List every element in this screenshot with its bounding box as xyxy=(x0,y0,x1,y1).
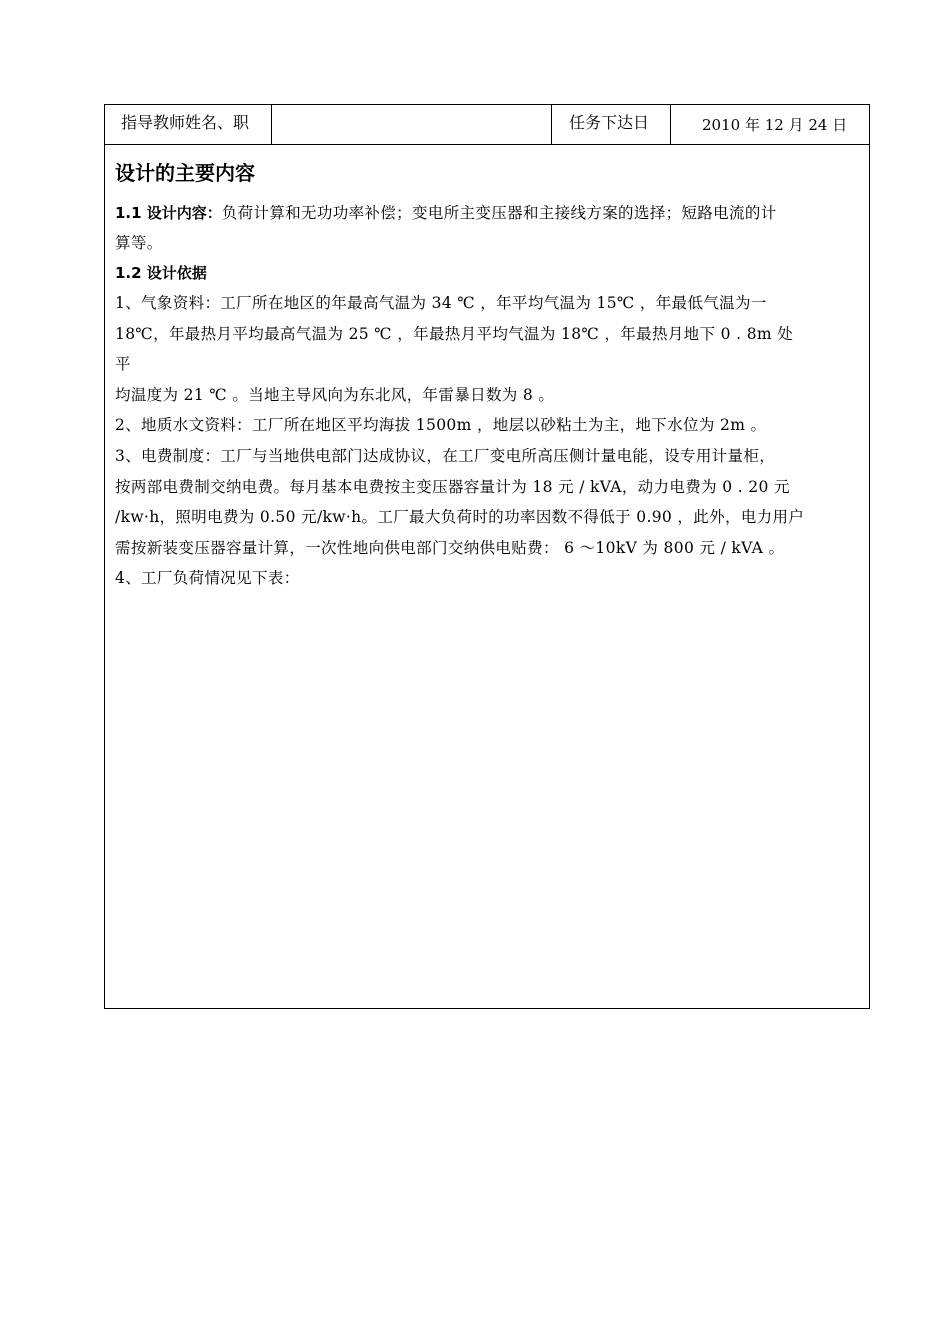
design-content-text-1: 负荷计算和无功功率补偿；变电所主变压器和主接线方案的选择；短路电流的计 xyxy=(221,204,777,222)
task-date-label: 任务下达日 xyxy=(552,105,671,144)
body-line-2: 18℃，年最热月平均最高气温为 25 ℃ ，年最热月平均气温为 18℃ ，年最热月地下 0 . 8m 处 xyxy=(115,325,794,343)
design-basis-heading: 1.2 设计依据 xyxy=(115,264,207,282)
design-content-line-1 xyxy=(115,203,777,223)
body-line-9: 需按新装变压器容量计算，一次性地向供电部门交纳供电贴费： 6 ～10kV 为 800 元 / kVA 。 xyxy=(115,539,785,557)
body-line-1: 1、气象资料：工厂所在地区的年最高气温为 34 ℃ ，年平均气温为 15℃ ，年最低气温为一 xyxy=(115,294,767,312)
task-sheet xyxy=(104,104,870,1009)
task-date-value: 2010 年 12 月 24 日 xyxy=(702,116,848,134)
header-row xyxy=(105,105,869,145)
advisor-label: 指导教师姓名、职 xyxy=(105,105,272,144)
body-line-4: 均温度为 21 ℃ 。当地主导风向为东北风，年雷暴日数为 8 。 xyxy=(115,386,555,404)
advisor-value xyxy=(272,105,552,144)
body-line-3: 平 xyxy=(115,355,131,373)
body-line-8: /kw·h，照明电费为 0.50 元/kw·h。工厂最大负荷时的功率因数不得低于 0.90 ，此外，电力用户 xyxy=(115,508,805,526)
body-line-10: 4、工厂负荷情况见下表： xyxy=(115,569,300,587)
body-line-5: 2、地质水文资料：工厂所在地区平均海拔 1500m ，地层以砂粘土为主，地下水位为 2m 。 xyxy=(115,416,767,434)
body-line-6: 3、电费制度：工厂与当地供电部门达成协议，在工厂变电所高压侧计量电能，设专用计量柜， xyxy=(115,447,776,465)
body-line-7: 按两部电费制交纳电费。每月基本电费按主变压器容量计为 18 元 / kVA，动力电费为 0 . 20 元 xyxy=(115,478,790,496)
design-content-text-2: 算等。 xyxy=(115,234,163,252)
design-content-label: 1.1 设计内容： xyxy=(115,204,222,222)
section-title: 设计的主要内容 xyxy=(115,161,255,185)
